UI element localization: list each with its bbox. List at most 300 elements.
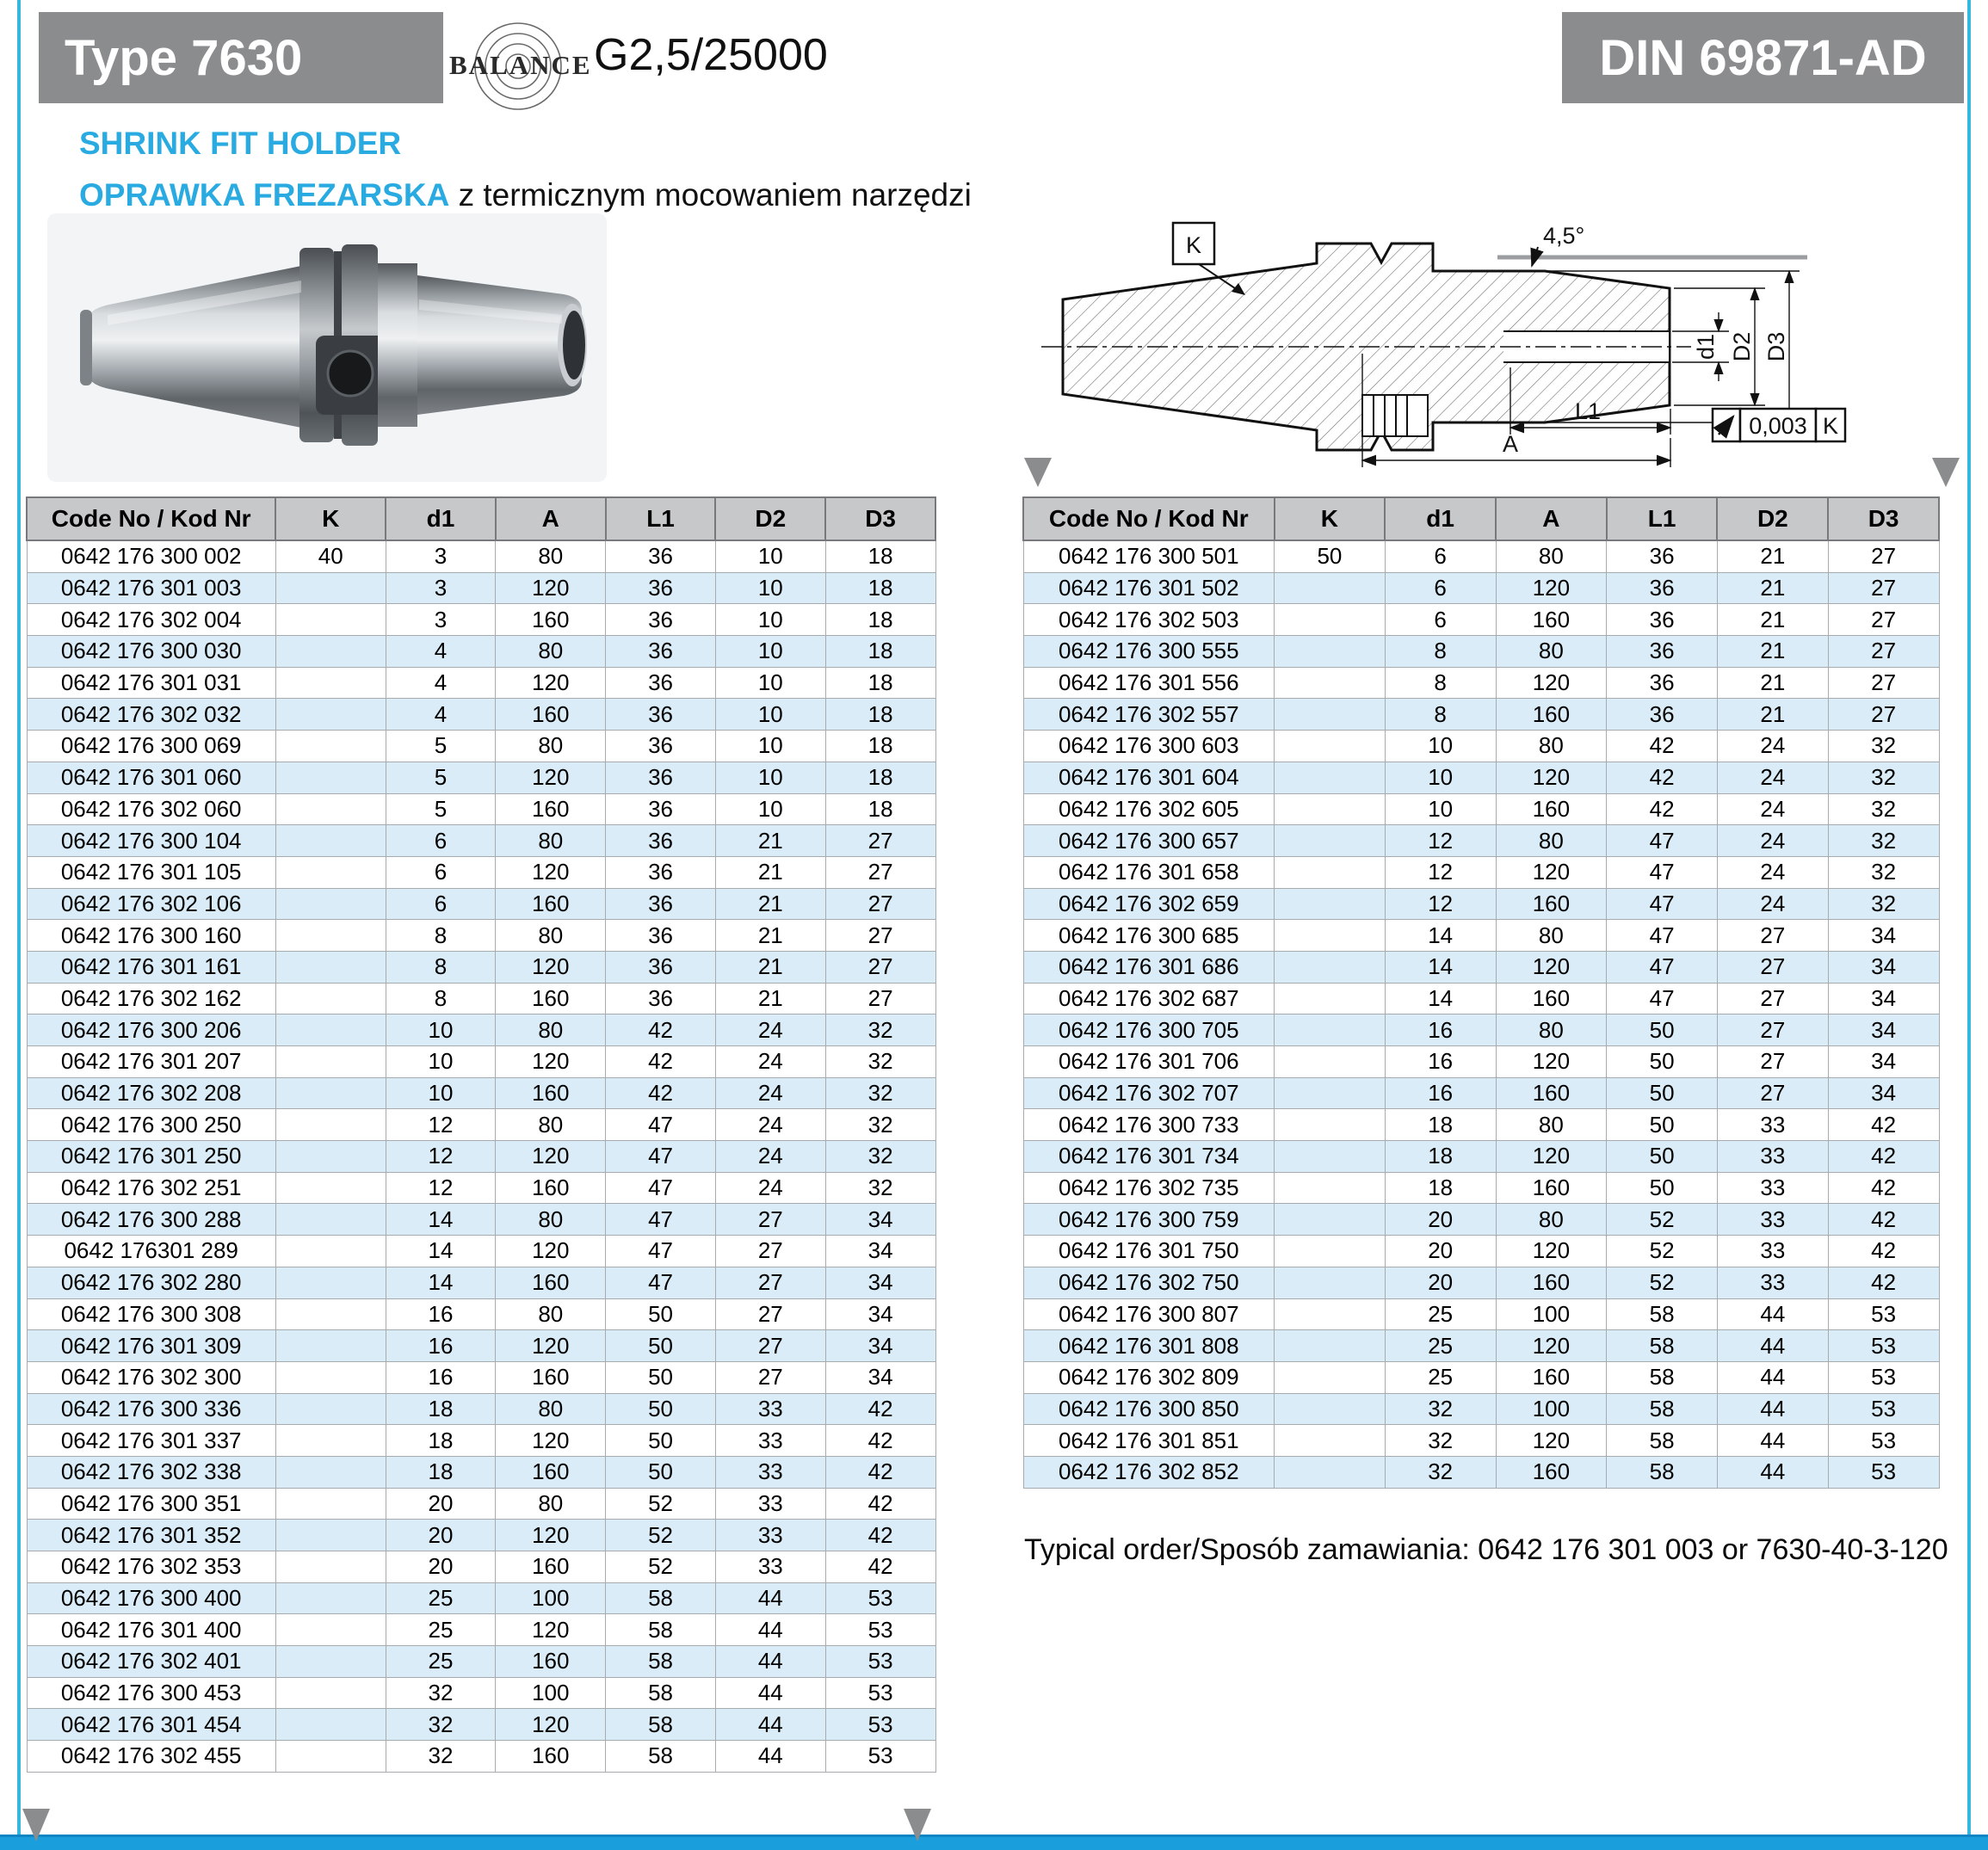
value-cell: 16: [386, 1330, 496, 1362]
value-cell: 4: [386, 636, 496, 668]
table-row: [1023, 1361, 1939, 1393]
code-cell: 0642 176301 289: [27, 1236, 275, 1267]
value-cell: 120: [496, 667, 606, 699]
value-cell: 80: [1496, 636, 1607, 668]
value-cell: 36: [1607, 572, 1718, 604]
value-cell: 10: [715, 604, 825, 636]
value-cell: 21: [1717, 572, 1828, 604]
value-cell: 12: [386, 1172, 496, 1204]
value-cell: 16: [1385, 1014, 1496, 1046]
value-cell: 50: [606, 1456, 716, 1488]
value-cell: [1275, 1298, 1386, 1330]
value-cell: 80: [1496, 1204, 1607, 1236]
value-cell: 58: [1607, 1298, 1718, 1330]
code-cell: 0642 176 300 030: [27, 636, 275, 668]
value-cell: 6: [1385, 604, 1496, 636]
value-cell: 58: [606, 1614, 716, 1646]
value-cell: 42: [825, 1520, 935, 1551]
value-cell: 42: [1828, 1236, 1939, 1267]
value-cell: 27: [715, 1204, 825, 1236]
value-cell: 44: [1717, 1298, 1828, 1330]
value-cell: 42: [606, 1046, 716, 1078]
value-cell: [275, 572, 386, 604]
code-cell: 0642 176 301 686: [1023, 951, 1275, 983]
value-cell: 20: [386, 1488, 496, 1520]
value-cell: 47: [606, 1267, 716, 1298]
value-cell: 120: [1496, 1425, 1607, 1457]
value-cell: 160: [496, 1361, 606, 1393]
code-cell: 0642 176 302 557: [1023, 699, 1275, 731]
value-cell: 50: [606, 1361, 716, 1393]
value-cell: 53: [1828, 1361, 1939, 1393]
value-cell: 120: [496, 1141, 606, 1173]
value-cell: 58: [1607, 1425, 1718, 1457]
value-cell: 36: [606, 920, 716, 952]
bottom-accent-bar: [0, 1835, 1988, 1850]
value-cell: [275, 1298, 386, 1330]
value-cell: 44: [1717, 1330, 1828, 1362]
svg-text:K: K: [1822, 413, 1839, 439]
value-cell: 80: [496, 1014, 606, 1046]
table-row: [1023, 920, 1939, 952]
code-cell: 0642 176 301 207: [27, 1046, 275, 1078]
table-row: [27, 1677, 935, 1709]
value-cell: 4: [386, 667, 496, 699]
value-cell: 27: [1717, 1077, 1828, 1109]
code-cell: 0642 176 302 060: [27, 793, 275, 825]
value-cell: 80: [1496, 1014, 1607, 1046]
value-cell: 120: [1496, 1046, 1607, 1078]
code-cell: 0642 176 301 808: [1023, 1330, 1275, 1362]
value-cell: 80: [496, 540, 606, 572]
value-cell: 120: [496, 1709, 606, 1741]
table-row: [27, 856, 935, 888]
value-cell: 160: [496, 1267, 606, 1298]
value-cell: 24: [1717, 731, 1828, 762]
value-cell: 10: [1385, 793, 1496, 825]
value-cell: 32: [825, 1046, 935, 1078]
value-cell: 33: [715, 1551, 825, 1583]
value-cell: [1275, 1077, 1386, 1109]
value-cell: [275, 1014, 386, 1046]
value-cell: 36: [606, 793, 716, 825]
value-cell: 120: [1496, 1330, 1607, 1362]
value-cell: 18: [386, 1456, 496, 1488]
value-cell: 53: [825, 1709, 935, 1741]
value-cell: 50: [1607, 1141, 1718, 1173]
code-cell: 0642 176 301 250: [27, 1141, 275, 1173]
technical-drawing: [1028, 209, 1954, 476]
left-size-table: [26, 496, 936, 1773]
table-row: [1023, 699, 1939, 731]
svg-text:d1: d1: [1693, 333, 1719, 361]
table-row: [27, 1393, 935, 1425]
value-cell: 10: [1385, 762, 1496, 793]
value-cell: 42: [1607, 762, 1718, 793]
table-row: [1023, 667, 1939, 699]
typical-order-note: Typical order/Sposób zamawiania: 0642 176 301 003 or 7630-40-3-120: [1024, 1533, 1948, 1566]
value-cell: 160: [1496, 888, 1607, 920]
value-cell: 160: [1496, 1267, 1607, 1298]
value-cell: 6: [386, 825, 496, 857]
value-cell: 100: [1496, 1298, 1607, 1330]
code-cell: 0642 176 301 502: [1023, 572, 1275, 604]
value-cell: 18: [1385, 1109, 1496, 1141]
value-cell: 27: [1828, 699, 1939, 731]
value-cell: 10: [715, 731, 825, 762]
balance-grade: G2,5/25000: [594, 30, 828, 80]
value-cell: 33: [1717, 1204, 1828, 1236]
value-cell: 160: [1496, 1361, 1607, 1393]
table-row: [27, 731, 935, 762]
value-cell: 36: [606, 572, 716, 604]
value-cell: 36: [606, 888, 716, 920]
value-cell: 32: [386, 1677, 496, 1709]
value-cell: 53: [1828, 1456, 1939, 1488]
table-row: [1023, 572, 1939, 604]
value-cell: 14: [1385, 920, 1496, 952]
value-cell: 120: [1496, 856, 1607, 888]
value-cell: 24: [1717, 825, 1828, 857]
value-cell: 50: [1607, 1172, 1718, 1204]
table-row: [27, 1236, 935, 1267]
code-cell: 0642 176 301 604: [1023, 762, 1275, 793]
value-cell: 32: [1385, 1393, 1496, 1425]
code-cell: 0642 176 302 659: [1023, 888, 1275, 920]
value-cell: 34: [825, 1204, 935, 1236]
code-cell: 0642 176 301 060: [27, 762, 275, 793]
value-cell: 12: [386, 1109, 496, 1141]
value-cell: 50: [606, 1330, 716, 1362]
value-cell: 12: [386, 1141, 496, 1173]
code-cell: 0642 176 301 454: [27, 1709, 275, 1741]
value-cell: [275, 1267, 386, 1298]
right-size-table: [1022, 496, 1940, 1489]
value-cell: 44: [715, 1677, 825, 1709]
code-cell: 0642 176 302 455: [27, 1741, 275, 1773]
code-cell: 0642 176 302 605: [1023, 793, 1275, 825]
value-cell: 32: [1385, 1456, 1496, 1488]
value-cell: 80: [496, 1109, 606, 1141]
code-cell: 0642 176 300 850: [1023, 1393, 1275, 1425]
code-cell: 0642 176 300 308: [27, 1298, 275, 1330]
table-row: [1023, 636, 1939, 668]
code-cell: 0642 176 300 657: [1023, 825, 1275, 857]
value-cell: 80: [1496, 1109, 1607, 1141]
value-cell: 33: [1717, 1172, 1828, 1204]
value-cell: 24: [1717, 856, 1828, 888]
value-cell: 36: [1607, 540, 1718, 572]
value-cell: 47: [606, 1141, 716, 1173]
value-cell: [1275, 1204, 1386, 1236]
value-cell: [1275, 1425, 1386, 1457]
table-row: [27, 540, 935, 572]
value-cell: 8: [1385, 636, 1496, 668]
value-cell: 8: [386, 920, 496, 952]
value-cell: 25: [386, 1646, 496, 1678]
table-row: [1023, 762, 1939, 793]
code-cell: 0642 176 300 733: [1023, 1109, 1275, 1141]
value-cell: 120: [1496, 1236, 1607, 1267]
table-row: [1023, 951, 1939, 983]
value-cell: 34: [825, 1298, 935, 1330]
value-cell: [1275, 731, 1386, 762]
table-row: [1023, 1109, 1939, 1141]
value-cell: [275, 1741, 386, 1773]
value-cell: 33: [1717, 1267, 1828, 1298]
value-cell: 25: [1385, 1361, 1496, 1393]
product-title-en: SHRINK FIT HOLDER: [79, 126, 402, 161]
code-cell: 0642 176 302 687: [1023, 983, 1275, 1014]
value-cell: 44: [715, 1582, 825, 1614]
table-row: [27, 1077, 935, 1109]
table-header-row: [27, 497, 935, 540]
value-cell: 27: [825, 888, 935, 920]
code-cell: 0642 176 300 069: [27, 731, 275, 762]
value-cell: 58: [606, 1741, 716, 1773]
value-cell: 27: [825, 983, 935, 1014]
value-cell: 160: [496, 1172, 606, 1204]
value-cell: [1275, 1141, 1386, 1173]
value-cell: [275, 762, 386, 793]
table-row: [1023, 1456, 1939, 1488]
value-cell: 160: [1496, 699, 1607, 731]
value-cell: 80: [496, 825, 606, 857]
column-header: K: [275, 497, 386, 540]
code-cell: 0642 176 300 705: [1023, 1014, 1275, 1046]
value-cell: 27: [1828, 604, 1939, 636]
value-cell: [275, 1425, 386, 1457]
value-cell: 5: [386, 793, 496, 825]
value-cell: 8: [386, 951, 496, 983]
value-cell: 50: [1607, 1077, 1718, 1109]
product-title-pl-main: OPRAWKA FREZARSKA: [79, 177, 450, 213]
column-header: K: [1275, 497, 1386, 540]
column-header: Code No / Kod Nr: [1023, 497, 1275, 540]
svg-text:D3: D3: [1763, 331, 1789, 362]
value-cell: 20: [386, 1551, 496, 1583]
table-row: [1023, 983, 1939, 1014]
value-cell: 120: [496, 1330, 606, 1362]
table-row: [27, 1172, 935, 1204]
value-cell: 120: [1496, 572, 1607, 604]
value-cell: 27: [1717, 1046, 1828, 1078]
code-cell: 0642 176 302 338: [27, 1456, 275, 1488]
value-cell: 34: [1828, 951, 1939, 983]
value-cell: 25: [386, 1582, 496, 1614]
balance-wordmark: BALANCE: [449, 50, 592, 80]
value-cell: 47: [606, 1172, 716, 1204]
column-header: A: [1496, 497, 1607, 540]
value-cell: 36: [606, 604, 716, 636]
value-cell: 16: [386, 1298, 496, 1330]
value-cell: 18: [1385, 1172, 1496, 1204]
code-cell: 0642 176 300 002: [27, 540, 275, 572]
left-edge-rule: [17, 0, 21, 1850]
table-row: [27, 1267, 935, 1298]
value-cell: 12: [1385, 888, 1496, 920]
value-cell: 16: [1385, 1046, 1496, 1078]
type-label: Type 7630: [65, 29, 303, 86]
value-cell: 27: [1717, 1014, 1828, 1046]
value-cell: 21: [1717, 604, 1828, 636]
table-row: [1023, 856, 1939, 888]
value-cell: 10: [386, 1014, 496, 1046]
value-cell: 32: [825, 1109, 935, 1141]
value-cell: 47: [606, 1236, 716, 1267]
value-cell: 50: [606, 1393, 716, 1425]
product-title-pl: [79, 177, 972, 213]
code-cell: 0642 176 302 280: [27, 1267, 275, 1298]
value-cell: 42: [825, 1456, 935, 1488]
value-cell: 16: [386, 1361, 496, 1393]
value-cell: [1275, 1330, 1386, 1362]
value-cell: 21: [715, 856, 825, 888]
value-cell: 4: [386, 699, 496, 731]
table-row: [27, 667, 935, 699]
value-cell: [275, 793, 386, 825]
value-cell: 18: [825, 540, 935, 572]
table-row: [27, 888, 935, 920]
value-cell: 120: [496, 572, 606, 604]
value-cell: 58: [606, 1677, 716, 1709]
code-cell: 0642 176 302 353: [27, 1551, 275, 1583]
table-marker-triangle: [1024, 458, 1052, 487]
value-cell: 58: [606, 1709, 716, 1741]
value-cell: 58: [1607, 1456, 1718, 1488]
value-cell: 42: [1607, 731, 1718, 762]
value-cell: 58: [1607, 1361, 1718, 1393]
value-cell: 10: [715, 572, 825, 604]
table-row: [1023, 1141, 1939, 1173]
code-cell: 0642 176 301 337: [27, 1425, 275, 1457]
value-cell: 42: [825, 1425, 935, 1457]
table-row: [1023, 1298, 1939, 1330]
code-cell: 0642 176 301 309: [27, 1330, 275, 1362]
value-cell: 27: [715, 1267, 825, 1298]
table-marker-triangle: [1932, 458, 1960, 487]
value-cell: 8: [386, 983, 496, 1014]
value-cell: 44: [715, 1646, 825, 1678]
value-cell: [275, 1614, 386, 1646]
value-cell: [275, 1109, 386, 1141]
value-cell: 42: [1828, 1267, 1939, 1298]
svg-text:0,003: 0,003: [1749, 413, 1807, 439]
value-cell: 21: [715, 920, 825, 952]
value-cell: 3: [386, 604, 496, 636]
value-cell: 120: [1496, 951, 1607, 983]
right-edge-rule: [1967, 0, 1971, 1850]
value-cell: 36: [606, 825, 716, 857]
type-badge: [39, 12, 443, 103]
table-row: [1023, 1014, 1939, 1046]
value-cell: 18: [825, 636, 935, 668]
value-cell: 44: [1717, 1425, 1828, 1457]
value-cell: 80: [1496, 825, 1607, 857]
value-cell: 80: [496, 1298, 606, 1330]
value-cell: 18: [825, 667, 935, 699]
value-cell: 42: [606, 1014, 716, 1046]
value-cell: 24: [715, 1014, 825, 1046]
value-cell: 5: [386, 731, 496, 762]
value-cell: [275, 1046, 386, 1078]
value-cell: 42: [825, 1393, 935, 1425]
value-cell: 53: [1828, 1330, 1939, 1362]
value-cell: 120: [496, 1236, 606, 1267]
value-cell: 21: [1717, 540, 1828, 572]
value-cell: 160: [496, 983, 606, 1014]
code-cell: 0642 176 301 161: [27, 951, 275, 983]
value-cell: 24: [1717, 888, 1828, 920]
value-cell: 27: [1828, 636, 1939, 668]
value-cell: 34: [1828, 920, 1939, 952]
value-cell: 33: [715, 1456, 825, 1488]
value-cell: 14: [386, 1204, 496, 1236]
code-cell: 0642 176 301 706: [1023, 1046, 1275, 1078]
value-cell: 10: [386, 1077, 496, 1109]
table-row: [27, 1520, 935, 1551]
value-cell: 21: [715, 825, 825, 857]
value-cell: 160: [496, 888, 606, 920]
code-cell: 0642 176 300 555: [1023, 636, 1275, 668]
value-cell: 47: [1607, 825, 1718, 857]
column-header: A: [496, 497, 606, 540]
value-cell: 160: [496, 1456, 606, 1488]
column-header: D3: [825, 497, 935, 540]
value-cell: [1275, 951, 1386, 983]
value-cell: 58: [1607, 1393, 1718, 1425]
value-cell: [1275, 1393, 1386, 1425]
value-cell: 50: [606, 1425, 716, 1457]
value-cell: 18: [825, 793, 935, 825]
value-cell: 32: [825, 1141, 935, 1173]
value-cell: 27: [1828, 667, 1939, 699]
table-row: [27, 1456, 935, 1488]
value-cell: 160: [1496, 1456, 1607, 1488]
value-cell: [1275, 604, 1386, 636]
value-cell: 24: [715, 1046, 825, 1078]
value-cell: 160: [1496, 1077, 1607, 1109]
value-cell: 44: [715, 1741, 825, 1773]
code-cell: 0642 176 301 352: [27, 1520, 275, 1551]
table-row: [27, 1330, 935, 1362]
code-cell: 0642 176 300 336: [27, 1393, 275, 1425]
value-cell: 10: [1385, 731, 1496, 762]
table-row: [1023, 1267, 1939, 1298]
value-cell: 52: [1607, 1267, 1718, 1298]
code-cell: 0642 176 302 300: [27, 1361, 275, 1393]
value-cell: 14: [1385, 951, 1496, 983]
table-row: [1023, 888, 1939, 920]
value-cell: 100: [496, 1582, 606, 1614]
code-cell: 0642 176 302 401: [27, 1646, 275, 1678]
value-cell: 52: [606, 1551, 716, 1583]
value-cell: 100: [496, 1677, 606, 1709]
value-cell: 8: [1385, 699, 1496, 731]
value-cell: [1275, 825, 1386, 857]
value-cell: [275, 1077, 386, 1109]
value-cell: [1275, 888, 1386, 920]
value-cell: 80: [496, 636, 606, 668]
code-cell: 0642 176 301 750: [1023, 1236, 1275, 1267]
code-cell: 0642 176 300 501: [1023, 540, 1275, 572]
value-cell: 50: [1607, 1046, 1718, 1078]
value-cell: 20: [1385, 1236, 1496, 1267]
value-cell: 33: [715, 1520, 825, 1551]
code-cell: 0642 176 300 288: [27, 1204, 275, 1236]
value-cell: 12: [1385, 825, 1496, 857]
value-cell: 120: [496, 1614, 606, 1646]
